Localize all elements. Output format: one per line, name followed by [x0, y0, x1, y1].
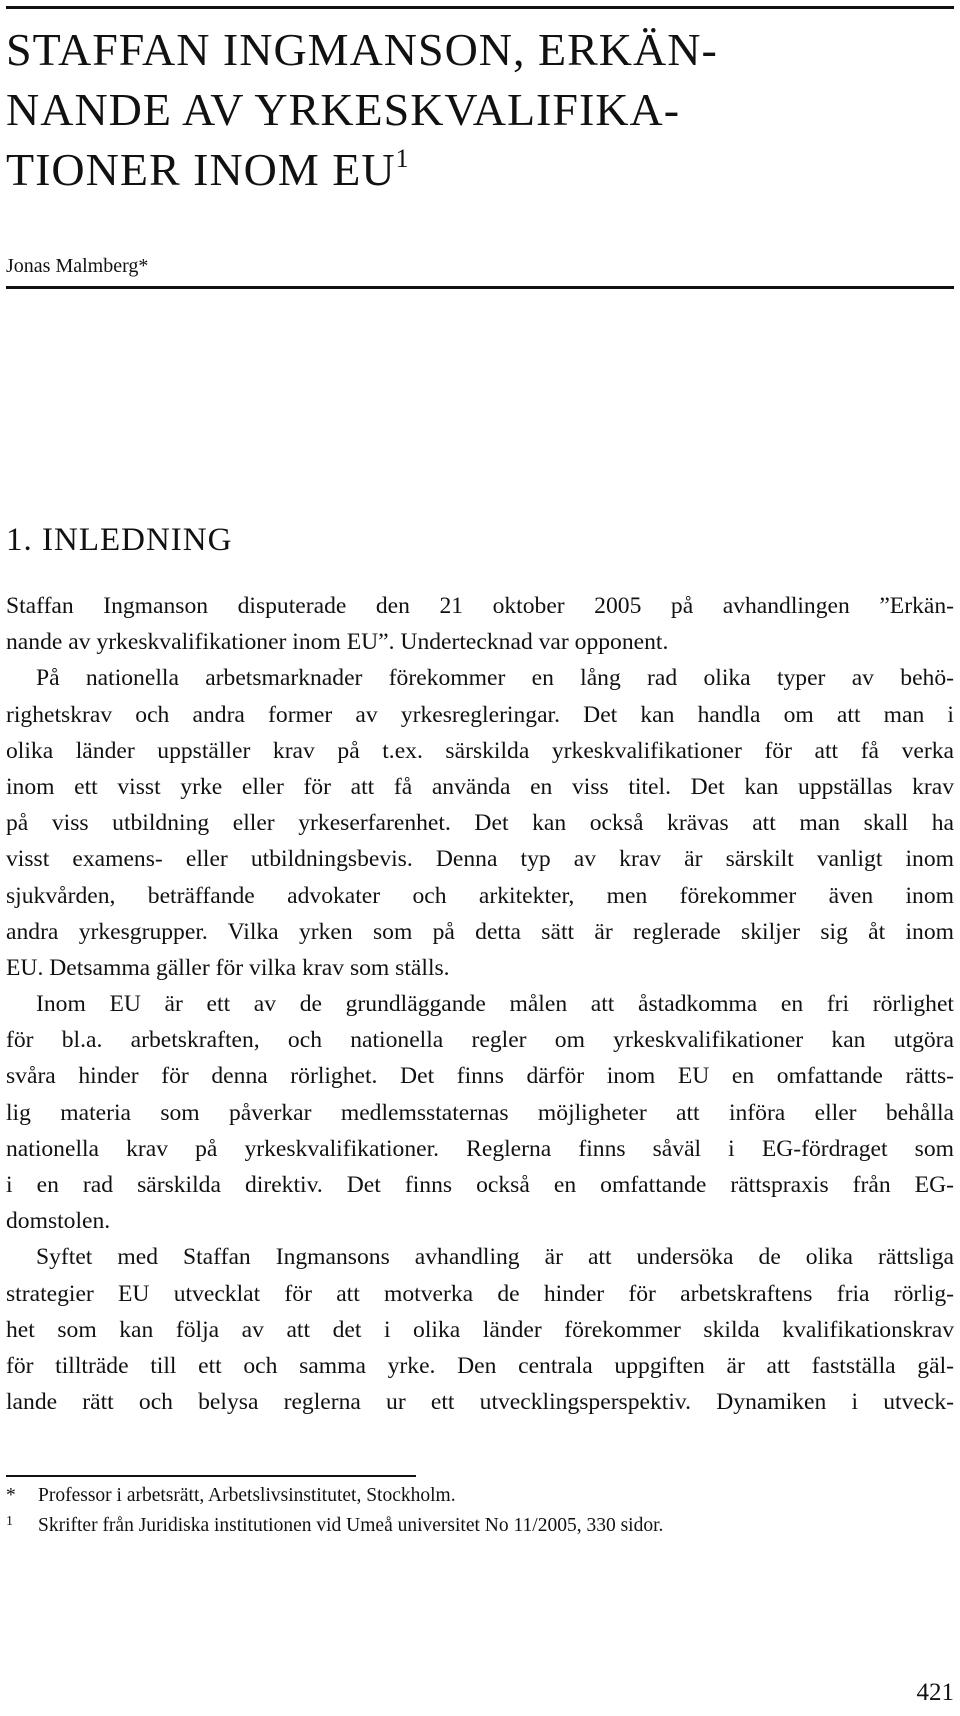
- footnote: [6, 1510, 663, 1538]
- author-name: Jonas Malmberg*: [6, 255, 149, 277]
- body-line: På nationella arbetsmarknader förekommer en lång rad olika typer av behö-: [36, 665, 954, 692]
- body-line: olika länder uppställer krav på t.ex. särskilda yrkeskvalifikationer för att få verka: [6, 737, 954, 764]
- footnote-text: Professor i arbetsrätt, Arbetslivsinstitutet, Stockholm.: [38, 1485, 456, 1506]
- body-line: nande av yrkeskvalifikationer inom EU”. Undertecknad var opponent.: [6, 629, 669, 656]
- body-text: [6, 588, 954, 1420]
- footnote: [6, 1484, 456, 1508]
- top-rule: [6, 6, 954, 9]
- body-line: inom ett visst yrke eller för att få använda en viss titel. Det kan uppställas krav: [6, 773, 954, 800]
- body-line: lig materia som påverkar medlemsstaternas möjligheter att införa eller behålla: [6, 1099, 954, 1126]
- section-heading: 1. INLEDNING: [6, 522, 233, 558]
- body-line: nationella krav på yrkeskvalifikationer. Reglerna finns såväl i EG-fördraget som: [6, 1135, 954, 1162]
- body-line: svåra hinder för denna rörlighet. Det finns därför inom EU en omfattande rätts-: [6, 1063, 954, 1090]
- footnote-text: Skrifter från Juridiska institutionen vid Umeå universitet No 11/2005, 330 sidor.: [38, 1515, 664, 1536]
- footnote-rule: [6, 1475, 416, 1477]
- title-line: STAFFAN INGMANSON, ERKÄN-: [6, 24, 718, 75]
- body-line: righetskrav och andra former av yrkesregleringar. Det kan handla om att man i: [6, 701, 954, 728]
- footnote-mark: *: [6, 1485, 16, 1506]
- body-line: Staffan Ingmanson disputerade den 21 oktober 2005 på avhandlingen ”Erkän-: [6, 593, 954, 619]
- body-line: strategier EU utvecklat för att motverka de hinder för arbetskraftens fria rörlig-: [6, 1280, 954, 1307]
- body-line: på viss utbildning eller yrkeserfarenhet. Det kan också krävas att man skall ha: [6, 810, 954, 837]
- body-line: Syftet med Staffan Ingmansons avhandling är att undersöka de olika rättsliga: [36, 1244, 954, 1271]
- body-line: EU. Detsamma gäller för vilka krav som ställs.: [6, 954, 450, 981]
- page-number: 421: [916, 1679, 954, 1706]
- body-line: het som kan följa av att det i olika länder förekommer skilda kvalifikationskrav: [6, 1316, 954, 1343]
- article-title: [6, 20, 954, 200]
- header-rule: [6, 286, 954, 289]
- title-line: NANDE AV YRKESKVALIFIKA-: [6, 84, 681, 135]
- body-line: andra yrkesgrupper. Vilka yrken som på detta sätt är reglerade skiljer sig åt inom: [6, 918, 954, 945]
- body-line: för tillträde till ett och samma yrke. Den centrala uppgiften är att fastställa gäl-: [6, 1352, 954, 1379]
- title-line-text: TIONER INOM EU: [6, 144, 396, 195]
- body-line: lande rätt och belysa reglerna ur ett utvecklingsperspektiv. Dynamiken i utveck-: [6, 1389, 954, 1416]
- footnote-mark: 1: [6, 1514, 13, 1529]
- body-line: i en rad särskilda direktiv. Det finns också en omfattande rättspraxis från EG-: [6, 1172, 954, 1198]
- body-line: sjukvården, beträffande advokater och arkitekter, men förekommer även inom: [6, 882, 954, 909]
- title-footnote-ref: 1: [395, 144, 410, 173]
- body-line: för bl.a. arbetskraften, och nationella regler om yrkeskvalifikationer kan utgöra: [6, 1027, 954, 1054]
- body-line: Inom EU är ett av de grundläggande målen att åstadkomma en fri rörlighet: [36, 991, 954, 1018]
- body-line: visst examens- eller utbildningsbevis. Denna typ av krav är särskilt vanligt inom: [6, 846, 954, 873]
- title-line: [6, 140, 954, 200]
- body-line: domstolen.: [6, 1208, 111, 1235]
